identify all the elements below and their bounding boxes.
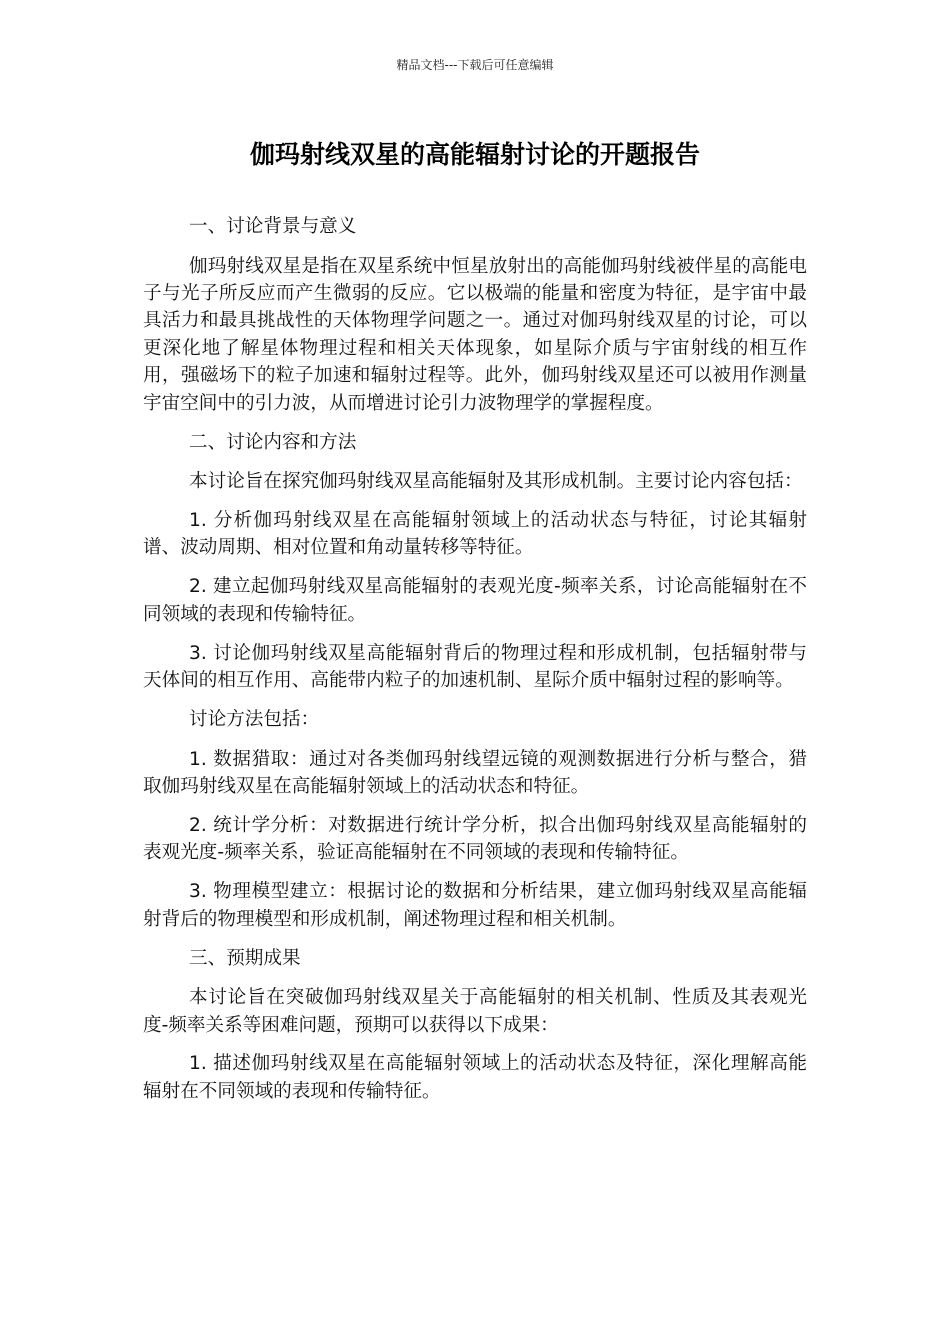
list-item-content-1: 1. 分析伽玛射线双星在高能辐射领域上的活动状态与特征，讨论其辐射谱、波动周期、相对位置和角动量转移等特征。 <box>143 510 807 559</box>
list-item-result-1: 1. 描述伽玛射线双星在高能辐射领域上的活动状态及特征，深化理解高能辐射在不同领域的表现和传输特征。 <box>143 1053 807 1102</box>
paragraph-methods-intro: 讨论方法包括： <box>189 708 320 730</box>
paragraph-expected-intro: 本讨论旨在突破伽玛射线双星关于高能辐射的相关机制、性质及其表观光度-频率关系等困难问题，预期可以获得以下成果： <box>143 987 807 1036</box>
list-item-method-3: 3. 物理模型建立：根据讨论的数据和分析结果，建立伽玛射线双星高能辐射背后的物理模型和形成机制，阐述物理过程和相关机制。 <box>143 881 807 930</box>
list-item-method-2: 2. 统计学分析：对数据进行统计学分析，拟合出伽玛射线双星高能辐射的表观光度-频率关系，验证高能辐射在不同领域的表现和传输特征。 <box>143 814 807 864</box>
document-body <box>143 213 807 1117</box>
document-title: 伽玛射线双星的高能辐射讨论的开题报告 <box>249 140 700 169</box>
section-heading-content-methods: 二、讨论内容和方法 <box>189 431 357 453</box>
section-heading-background: 一、讨论背景与意义 <box>189 216 357 237</box>
section-heading-expected-results: 三、预期成果 <box>189 947 301 969</box>
list-item-content-3: 3. 讨论伽玛射线双星高能辐射背后的物理过程和形成机制，包括辐射带与天体间的相互作用、高能带内粒子的加速机制、星际介质中辐射过程的影响等。 <box>143 642 807 692</box>
paragraph-background: 伽玛射线双星是指在双星系统中恒星放射出的高能伽玛射线被伴星的高能电子与光子所反应而产生微弱的反应。它以极端的能量和密度为特征，是宇宙中最具活力和最具挑战性的天体物理学问题之一。通过对伽玛射线双星的讨论，可以更深化地了解星体物理过程和相关天体现象，如星际介质与宇宙射线的相互作用，强磁场下的粒子加速和辐射过程等。此外，伽玛射线双星还可以被用作测量宇宙空间中的引力波，从而增进讨论引力波物理学的掌握程度。 <box>143 255 807 414</box>
header-note: 精品文档---下载后可任意编辑 <box>396 58 554 72</box>
list-item-method-1: 1. 数据猎取：通过对各类伽玛射线望远镜的观测数据进行分析与整合，猎取伽玛射线双星在高能辐射领域上的活动状态和特征。 <box>143 748 807 797</box>
list-item-content-2: 2. 建立起伽玛射线双星高能辐射的表观光度-频率关系，讨论高能辐射在不同领域的表现和传输特征。 <box>143 576 807 625</box>
paragraph-content-intro: 本讨论旨在探究伽玛射线双星高能辐射及其形成机制。主要讨论内容包括： <box>189 471 803 493</box>
